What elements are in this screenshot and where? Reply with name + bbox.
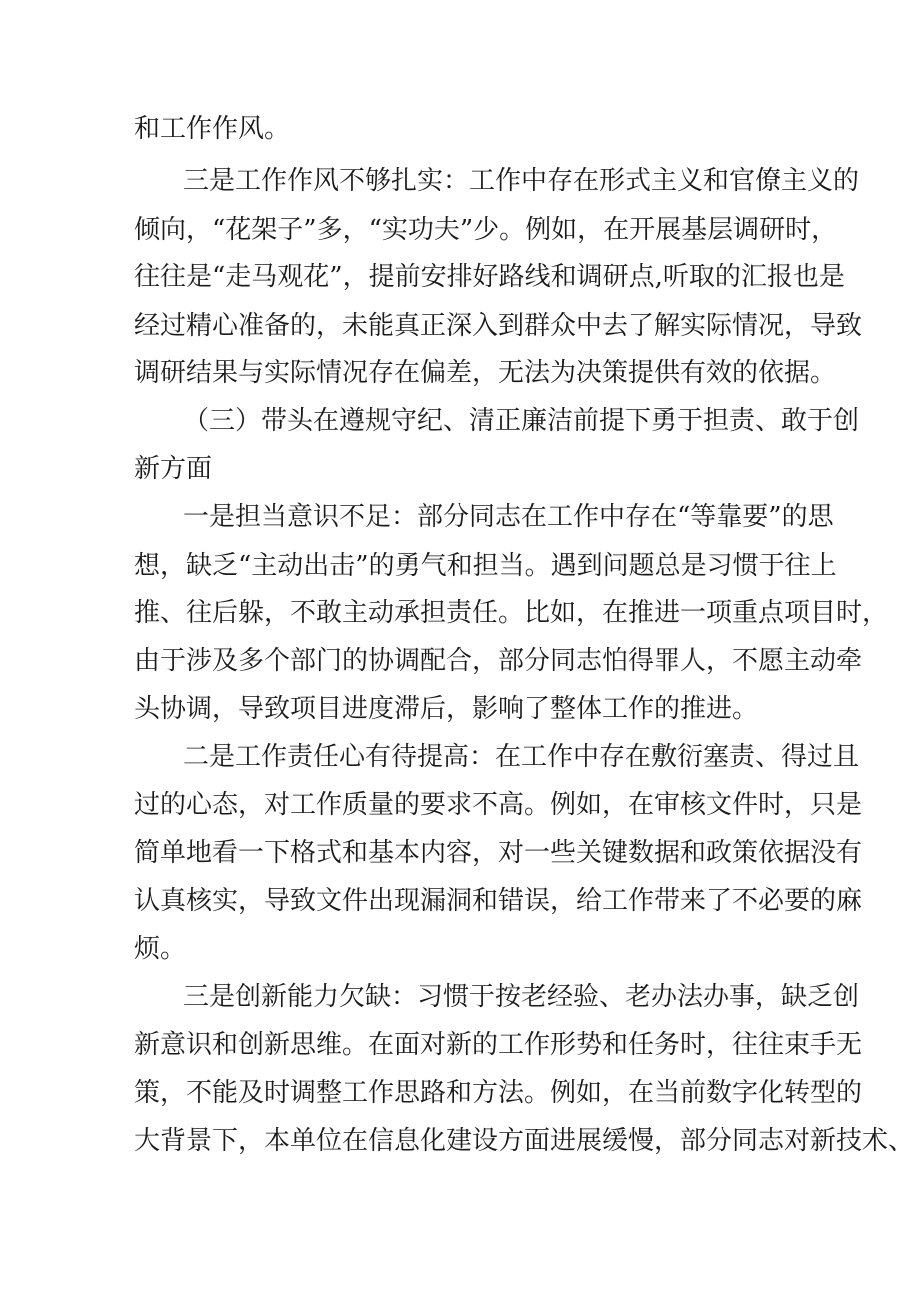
- paragraph-line: 简单地看一下格式和基本内容，对一些关键数据和政策依据没有: [134, 838, 863, 868]
- paragraph-line: 调研结果与实际情况存在偏差，无法为决策提供有效的依据。: [134, 358, 837, 388]
- paragraph-line: 策，不能及时调整工作思路和方法。例如，在当前数字化转型的: [134, 1078, 863, 1108]
- paragraph-line: 头协调，导致项目进度滞后，影响了整体工作的推进。: [134, 694, 759, 724]
- paragraph-line: 经过精心准备的，未能真正深入到群众中去了解实际情况，导致: [134, 311, 863, 341]
- paragraph-line: 推、往后躲，不敢主动承担责任。比如，在推进一项重点项目时，: [134, 598, 889, 628]
- paragraph-line: 新意识和创新思维。在面对新的工作形势和任务时，往往束手无: [134, 1030, 863, 1060]
- paragraph-line: 过的心态，对工作质量的要求不高。例如，在审核文件时，只是: [134, 790, 863, 820]
- paragraph-line: 烦。: [134, 934, 187, 964]
- paragraph-line: 二是工作责任心有待提高：在工作中存在敷衍塞责、得过且: [183, 742, 860, 772]
- paragraph-line: 倾向，“花架子”多，“实功夫”少。例如，在开展基层调研时，: [134, 215, 838, 245]
- paragraph-line: 三是工作作风不够扎实：工作中存在形式主义和官僚主义的: [183, 166, 860, 196]
- paragraph-line: 由于涉及多个部门的协调配合，部分同志怕得罪人，不愿主动牵: [134, 646, 863, 676]
- paragraph-line: 大背景下，本单位在信息化建设方面进展缓慢，部分同志对新技术、: [134, 1126, 915, 1156]
- paragraph-line: 想，缺乏“主动出击”的勇气和担当。遇到问题总是习惯于往上: [134, 551, 837, 581]
- paragraph-line: 往往是“走马观花”，提前安排好路线和调研点,听取的汇报也是: [134, 262, 845, 292]
- text-line: 和工作作风。: [134, 114, 291, 144]
- section-heading: 新方面: [134, 454, 213, 484]
- paragraph-line: 一是担当意识不足：部分同志在工作中存在“等靠要”的思: [183, 502, 834, 532]
- section-heading: （三）带头在遵规守纪、清正廉洁前提下勇于担责、敢于创: [183, 406, 860, 436]
- paragraph-line: 三是创新能力欠缺：习惯于按老经验、老办法办事，缺乏创: [183, 982, 860, 1012]
- paragraph-line: 认真核实，导致文件出现漏洞和错误，给工作带来了不必要的麻: [134, 886, 863, 916]
